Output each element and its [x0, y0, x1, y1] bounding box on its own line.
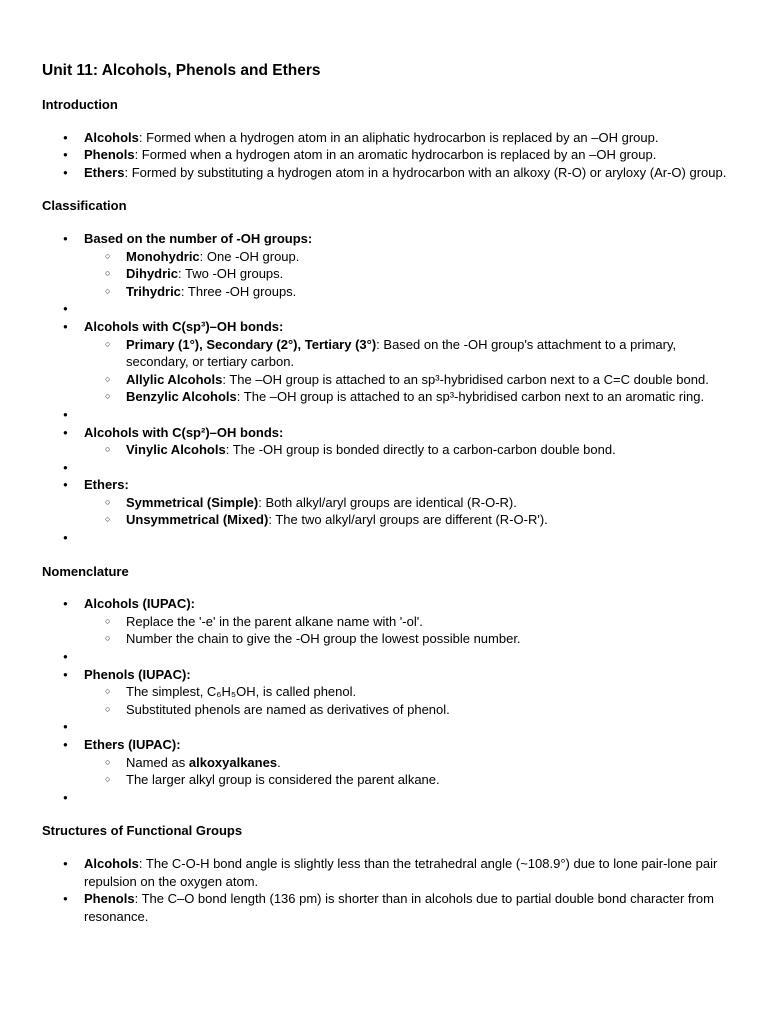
sub-list-item	[84, 754, 728, 772]
group-label: Ethers:	[84, 477, 129, 493]
definition: : Formed when a hydrogen atom in an aliphatic hydrocarbon is replaced by an –OH group.	[138, 129, 659, 145]
list-item	[42, 736, 728, 789]
term: Dihydric	[126, 266, 179, 282]
list-item	[42, 164, 728, 182]
definition: : One -OH group.	[199, 248, 300, 264]
definition: : The –OH group is attached to an sp³-hybridised carbon next to a C=C double bond.	[222, 371, 709, 387]
definition: : Formed by substituting a hydrogen atom in a hydrocarbon with an alkoxy (R-O) or aryloxy (Ar-O) group.	[124, 164, 727, 180]
list-item	[42, 230, 728, 300]
heading-nomenclature: Nomenclature	[42, 563, 129, 579]
list-item	[42, 129, 728, 147]
term: Unsymmetrical (Mixed)	[126, 512, 269, 528]
empty-list-item	[42, 300, 728, 318]
sub-list-item	[84, 511, 728, 529]
list-item	[42, 318, 728, 406]
definition: : Three -OH groups.	[180, 283, 297, 299]
term: Vinylic Alcohols	[126, 442, 226, 458]
term: Benzylic Alcohols	[126, 389, 237, 405]
nomenclature-list	[42, 595, 728, 806]
sub-list	[84, 754, 728, 789]
sub-list	[84, 441, 728, 459]
empty-list-item	[42, 789, 728, 807]
list-item	[42, 890, 728, 925]
sub-list	[84, 248, 728, 301]
heading-classification: Classification	[42, 198, 127, 214]
list-item	[42, 595, 728, 648]
list-item	[42, 855, 728, 890]
definition: : The C–O bond length (136 pm) is shorter than in alcohols due to partial double bond character from resonance.	[84, 891, 714, 924]
term: Primary (1°), Secondary (2°), Tertiary (3°)	[126, 336, 377, 352]
sub-list-item	[84, 265, 728, 283]
page-title: Unit 11: Alcohols, Phenols and Ethers	[42, 62, 321, 79]
definition: : The C-O-H bond angle is slightly less than the tetrahedral angle (~108.9°) due to lone pair-lone pair repulsion on the oxygen atom.	[84, 855, 718, 889]
definition: : Formed when a hydrogen atom in an aromatic hydrocarbon is replaced by an –OH group.	[134, 147, 657, 163]
sub-list-item: ○ Substituted phenols are named as derivatives of phenol.	[84, 701, 728, 719]
definition: : The –OH group is attached to an sp³-hybridised carbon next to an aromatic ring.	[236, 389, 705, 405]
list-item	[42, 146, 728, 164]
sub-list	[84, 683, 728, 718]
term: Alcohols	[84, 855, 139, 871]
heading-introduction: Introduction	[42, 97, 118, 112]
term: Monohydric	[126, 248, 200, 264]
term: Alcohols	[84, 129, 139, 145]
list-item	[42, 666, 728, 719]
definition: : The two alkyl/aryl groups are different (R-O-R').	[268, 512, 548, 528]
group-label: Alcohols with C(sp²)–OH bonds:	[84, 424, 284, 440]
sub-list-item: ○ Number the chain to give the -OH group the lowest possible number.	[84, 630, 728, 648]
group-label: Alcohols (IUPAC):	[84, 596, 195, 612]
definition: : The -OH group is bonded directly to a carbon-carbon double bond.	[225, 442, 616, 458]
classification-list	[42, 230, 728, 547]
sub-list-item: ○ The larger alkyl group is considered the parent alkane.	[84, 771, 728, 789]
sub-list	[84, 336, 728, 406]
group-label: Ethers (IUPAC):	[84, 737, 181, 752]
term: Trihydric	[126, 283, 181, 299]
heading-structures: Structures of Functional Groups	[42, 823, 243, 839]
empty-list-item	[42, 718, 728, 736]
sub-list-item	[84, 336, 728, 371]
term: Phenols	[84, 891, 135, 907]
list-item	[42, 476, 728, 529]
term: Ethers	[84, 164, 125, 180]
group-label: Alcohols with C(sp³)–OH bonds:	[84, 318, 284, 334]
empty-list-item	[42, 406, 728, 424]
term: Symmetrical (Simple)	[126, 494, 259, 510]
empty-list-item	[42, 648, 728, 666]
sub-list-item: ○ Replace the '-e' in the parent alkane name with '-ol'.	[84, 613, 728, 631]
empty-list-item	[42, 529, 728, 547]
definition: : Two -OH groups.	[178, 266, 284, 282]
list-item	[42, 424, 728, 459]
term: alkoxyalkanes	[188, 754, 278, 770]
sub-list-item	[84, 371, 728, 389]
text-suffix: .	[277, 754, 281, 770]
empty-list-item	[42, 459, 728, 477]
sub-list-item	[84, 248, 728, 266]
term: Phenols	[84, 147, 135, 163]
term: Allylic Alcohols	[126, 371, 223, 387]
group-label: Phenols (IUPAC):	[84, 666, 191, 682]
sub-list-item	[84, 388, 728, 406]
sub-list-item: ○ The simplest, C₆H₅OH, is called phenol.	[84, 683, 728, 701]
structures-list	[42, 855, 728, 925]
sub-list-item	[84, 283, 728, 301]
definition: : Based on the -OH group's attachment to a primary, secondary, or tertiary carbon.	[126, 336, 677, 370]
introduction-list	[42, 129, 728, 182]
sub-list-item	[84, 494, 728, 512]
sub-list	[84, 613, 728, 648]
group-label: Based on the number of -OH groups:	[84, 230, 313, 246]
sub-list-item	[84, 441, 728, 459]
text-prefix: Named as	[126, 754, 189, 770]
sub-list	[84, 494, 728, 529]
definition: : Both alkyl/aryl groups are identical (R-O-R).	[258, 494, 517, 510]
